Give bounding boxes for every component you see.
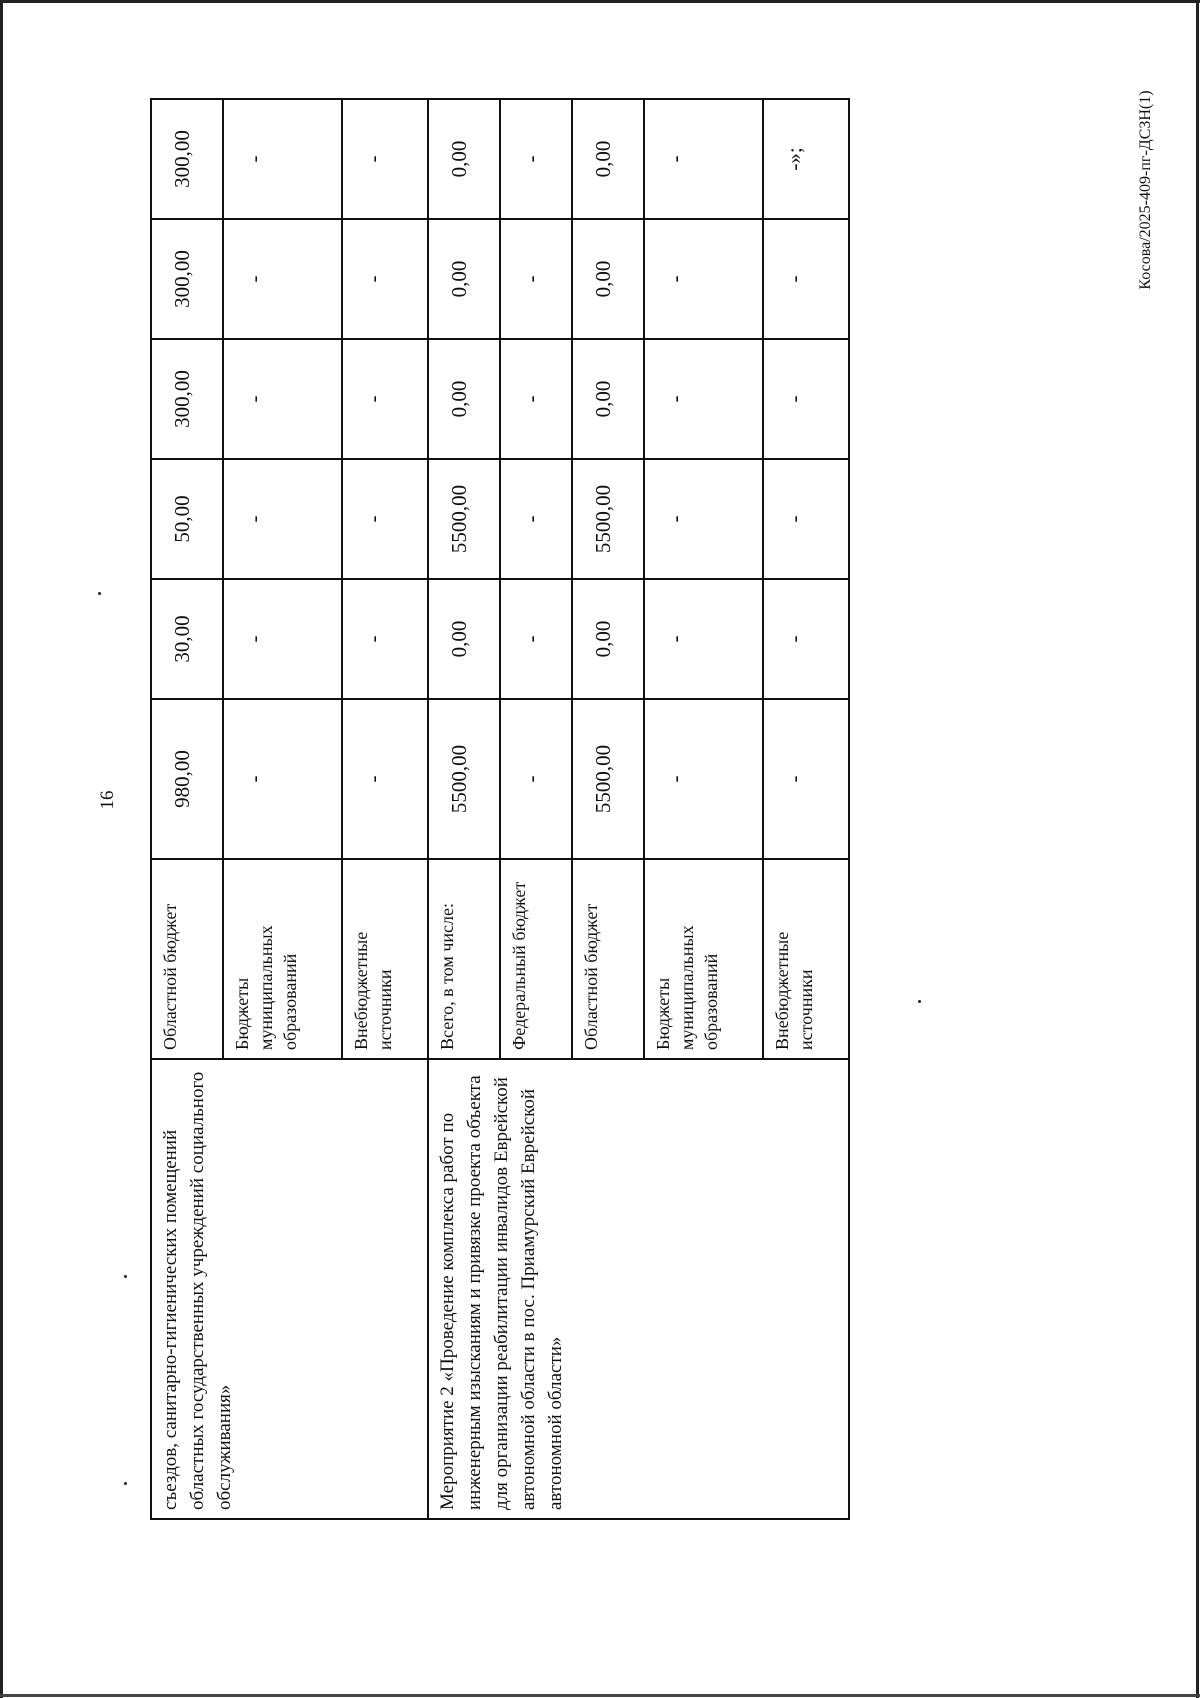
value-year: 5500,00	[572, 459, 644, 579]
value-year: 0,00	[428, 579, 500, 699]
value-year: -	[223, 459, 342, 579]
value-year: -	[223, 579, 342, 699]
scan-speck	[124, 1275, 127, 1278]
value-year: 5500,00	[428, 459, 500, 579]
value-year: -	[644, 219, 763, 339]
value-year: -	[644, 579, 763, 699]
document-code: Косова/2025-409-пг-ДСЗН(1)	[1137, 90, 1154, 290]
value-year: -»;	[763, 99, 849, 219]
funding-source: Всего, в том числе:	[428, 859, 500, 1059]
value-year: 0,00	[572, 339, 644, 459]
value-year: -	[644, 339, 763, 459]
value-year: 300,00	[151, 219, 223, 339]
funding-table	[150, 100, 850, 1520]
value-year: -	[763, 339, 849, 459]
value-year: 0,00	[428, 99, 500, 219]
value-year: -	[342, 99, 428, 219]
value-year: -	[500, 219, 572, 339]
value-year: -	[763, 579, 849, 699]
value-year: -	[763, 459, 849, 579]
value-year: -	[342, 339, 428, 459]
value-year: -	[342, 459, 428, 579]
value-total: -	[223, 699, 342, 859]
value-year: -	[500, 579, 572, 699]
funding-source: Областной бюджет	[151, 859, 223, 1059]
scan-border-left	[0, 0, 3, 1698]
value-year: 300,00	[151, 99, 223, 219]
value-year: -	[500, 459, 572, 579]
scan-speck	[918, 1000, 921, 1003]
value-year: 50,00	[151, 459, 223, 579]
scan-speck	[124, 1482, 127, 1485]
value-year: -	[644, 99, 763, 219]
scan-border-right	[1196, 0, 1199, 1698]
value-total: -	[763, 699, 849, 859]
value-year: 30,00	[151, 579, 223, 699]
value-total: -	[342, 699, 428, 859]
funding-source: Внебюджетные источники	[763, 859, 849, 1059]
scan-border-bottom	[0, 1694, 1200, 1697]
value-year: 300,00	[151, 339, 223, 459]
value-total: -	[644, 699, 763, 859]
value-year: 0,00	[428, 339, 500, 459]
activity-description: Мероприятие 2 «Проведение комплекса работ по инженерным изысканиям и привязке проекта объекта для организации реабилитации инвалидов Еврейской автономной области в пос. Приамурский Еврейской автономной области»	[428, 1059, 849, 1519]
value-year: -	[223, 219, 342, 339]
value-total: 5500,00	[428, 699, 500, 859]
value-year: 0,00	[572, 219, 644, 339]
value-year: -	[223, 339, 342, 459]
funding-source: Бюджеты муниципальных образований	[644, 859, 763, 1059]
value-year: 0,00	[572, 579, 644, 699]
activity-description: съездов, санитарно-гигиенических помещений областных государственных учреждений социального обслуживания»	[151, 1059, 428, 1519]
funding-source: Внебюджетные источники	[342, 859, 428, 1059]
value-year: -	[342, 219, 428, 339]
funding-source: Областной бюджет	[572, 859, 644, 1059]
value-year: -	[644, 459, 763, 579]
value-year: -	[342, 579, 428, 699]
value-year: -	[223, 99, 342, 219]
funding-source: Бюджеты муниципальных образований	[223, 859, 342, 1059]
value-year: 0,00	[572, 99, 644, 219]
table-row	[428, 99, 500, 1519]
value-year: -	[500, 99, 572, 219]
value-total: 980,00	[151, 699, 223, 859]
table-row	[151, 99, 223, 1519]
value-year: 0,00	[428, 219, 500, 339]
value-year: -	[763, 219, 849, 339]
value-total: 5500,00	[572, 699, 644, 859]
page-number: 16	[97, 790, 118, 810]
funding-source: Федеральный бюджет	[500, 859, 572, 1059]
value-total: -	[500, 699, 572, 859]
value-year: -	[500, 339, 572, 459]
scan-border-top	[0, 0, 1200, 3]
scan-speck	[98, 592, 101, 595]
